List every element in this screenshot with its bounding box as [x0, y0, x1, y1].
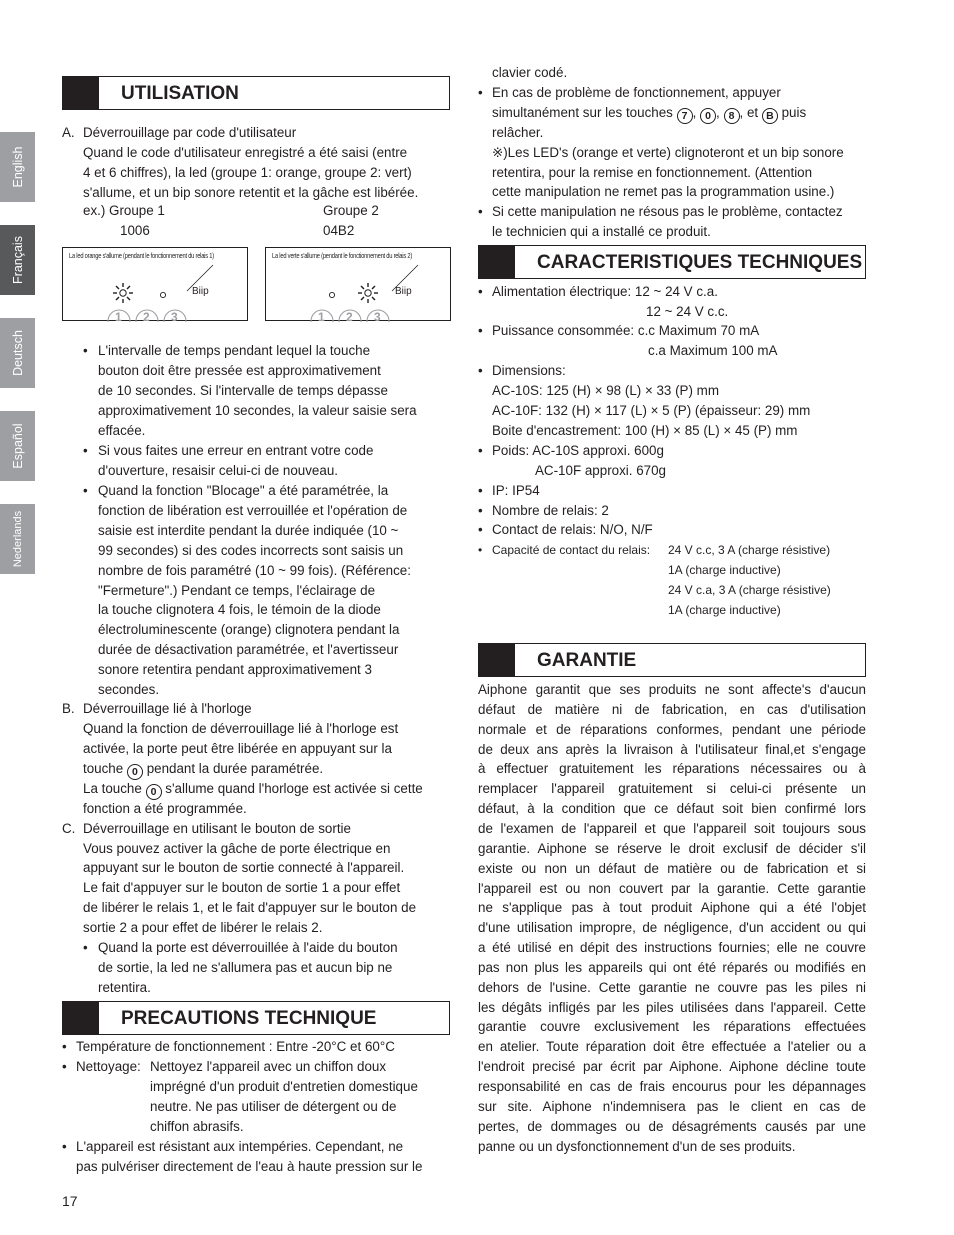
example-group2: Groupe 2 — [323, 203, 379, 218]
spec-line: Contact de relais: N/O, N/F — [492, 522, 653, 537]
tab-label: Nederlands — [11, 510, 24, 568]
spec-line: 12 ~ 24 V c.c. — [646, 304, 729, 319]
section-header-caracteristiques — [478, 245, 866, 279]
bullet-mark: • — [62, 1039, 67, 1054]
guarantee-text-line: l'endroit precisé par écrit par Aiphone. Aiphone décline toute — [478, 1059, 866, 1075]
section-header-garantie — [478, 643, 866, 677]
text-line: Vous pouvez activer la gâche de porte électrique en — [83, 841, 391, 856]
guarantee-text-line: ne s'applique pas à tout produit Aiphone qui a été l'objet — [478, 900, 866, 916]
text-label: Nettoyage: — [76, 1059, 141, 1074]
bullet-text-line: de 10 secondes. Si l'intervalle de temps dépasse — [98, 382, 388, 398]
guarantee-text-line: a été utilisé en dépit des instructions fournies; elle ne couvre — [478, 940, 866, 956]
spec-line: Nombre de relais: 2 — [492, 503, 609, 518]
text-line: Nettoyez l'appareil avec un chiffon doux — [150, 1059, 387, 1074]
guarantee-text-line: à effectuer gratuitement les réparations nécessaires ou à — [478, 761, 866, 777]
tab-label: English — [10, 146, 25, 188]
guarantee-text-line: garantie couvre exclusivement les réparations effectuées — [478, 1019, 866, 1035]
bullet-mark: • — [478, 284, 483, 299]
text-line: Quand le code d'utilisateur enregistré a été saisi (entre — [83, 145, 408, 160]
section-title: GARANTIE — [537, 650, 637, 671]
bullet-mark: • — [62, 1139, 67, 1154]
spec-line: 1A (charge inductive) — [668, 603, 781, 617]
guarantee-text-line: garantie. Aiphone se réserve le droit exclusif de décider s'il — [478, 840, 866, 856]
bullet-text-line: secondes. — [98, 682, 160, 697]
guarantee-text-line: d'une utilisation impropre, de négligence, d'un accident ou qui — [478, 920, 866, 936]
bullet-mark: • — [83, 940, 88, 955]
text-line: clavier codé. — [492, 65, 568, 80]
text-line: retentira, pour la remise en fonctionnement. (Attention — [492, 165, 813, 180]
bullet-text-line: approximativement 10 secondes, la valeur saisie sera — [98, 402, 417, 418]
bullet-text-line: bouton doit être pressée est approximativement — [98, 362, 381, 378]
illustration-caption: La led orange s'allume (pendant le fonctionnement du relais 1) — [69, 251, 214, 260]
keypad-led-diagram — [266, 248, 452, 322]
spec-line: IP: IP54 — [492, 483, 540, 498]
text-fragment: touche — [83, 761, 124, 776]
text-line: Quand la fonction de déverrouillage lié à l'horloge est — [83, 721, 399, 736]
bullet-text-line: la touche clignotera 4 fois, le témoin de la diode — [98, 602, 381, 618]
svg-text:3: 3 — [171, 310, 178, 322]
tab-deutsch[interactable] — [0, 318, 35, 388]
spec-line: AC-10F approxi. 670g — [535, 463, 667, 478]
guarantee-text-line: panne ou un dysfonctionnement d'un de ses produits. — [478, 1138, 796, 1154]
bullet-text-line: durée de désactivation paramétrée, et l'avertisseur — [98, 642, 399, 658]
item-label: C. — [62, 821, 76, 836]
guarantee-text-line: les dégâts infligés par les piles utilisées dans l'appareil. Cette — [478, 999, 866, 1015]
beep-label: Biip — [192, 286, 209, 297]
spec-line: Puissance consommée: c.c Maximum 70 mA — [492, 323, 760, 338]
tab-english[interactable] — [0, 132, 35, 202]
bullet-text-line: fonction de libération est verrouillée et l'opération de — [98, 502, 408, 518]
section-title: CARACTERISTIQUES TECHNIQUES — [537, 252, 863, 273]
bullet-mark: • — [478, 543, 483, 557]
bullet-text-line: sonore retentira pendant approximativement 3 — [98, 662, 372, 678]
tab-label: Español — [10, 423, 25, 469]
guarantee-text-line: de l'examen de l'appareil et que l'appareil soit toujours sous — [478, 820, 866, 836]
text-line: Quand la porte est déverrouillée à l'aide du bouton — [98, 940, 398, 955]
spec-line: Alimentation électrique: 12 ~ 24 V c.a. — [492, 284, 718, 299]
bullet-mark: • — [478, 204, 483, 219]
example-group1: ex.) Groupe 1 — [83, 203, 165, 218]
keypad-led-diagram — [63, 248, 249, 322]
bullet-mark: • — [62, 1059, 67, 1074]
tab-espanol[interactable] — [0, 411, 35, 481]
bullet-text-line: L'intervalle de temps pendant lequel la touche — [98, 343, 371, 358]
text-line: Température de fonctionnement : Entre -20°C et 60°C — [76, 1039, 395, 1054]
guarantee-text-line: pas non plus les appareils qui ont été réparés ou modifiés en — [478, 959, 866, 975]
bullet-mark: • — [478, 443, 483, 458]
bullet-text-line: nombre de fois paramétré (10 ~ 99 fois). (Référence: — [98, 562, 411, 578]
guarantee-text-line: défaut, à la condition que ce défaut soit bien confirmé lors — [478, 801, 866, 817]
section-header-block — [479, 246, 515, 278]
text-line: pas pulvériser directement de l'eau à haute pression sur le — [76, 1159, 423, 1174]
text-fragment: et — [746, 105, 759, 120]
text-line: de libérer le relais 1, et le fait d'appuyer sur le bouton de — [83, 900, 417, 915]
item-title: Déverrouillage lié à l'horloge — [83, 701, 252, 716]
guarantee-text-line: Aiphone garantit que ses produits ne sont affecte's d'aucun — [478, 682, 866, 697]
svg-text:1: 1 — [115, 310, 122, 322]
led-green-illustration — [265, 247, 451, 321]
bullet-mark: • — [83, 443, 88, 458]
bullet-text-line: d'ouverture, resaisir celui-ci de nouveau. — [98, 462, 338, 478]
text-line — [83, 759, 323, 780]
section-title: PRECAUTIONS TECHNIQUE — [121, 1008, 377, 1029]
key-zero-icon: 0 — [146, 784, 162, 800]
text-fragment: puis — [781, 105, 807, 120]
section-header-block — [63, 1002, 99, 1034]
bullet-text-line: effacée. — [98, 422, 146, 438]
text-line — [83, 779, 423, 800]
bullet-mark: • — [83, 343, 88, 358]
tab-nederlands[interactable] — [0, 504, 35, 574]
bullet-text-line: électroluminescente (orange) clignotera pendant la — [98, 622, 400, 638]
text-line: En cas de problème de fonctionnement, appuyer — [492, 85, 781, 100]
guarantee-text-line: en atelier. Toute réparation doit être effectuée a l'atelier ou a — [478, 1039, 866, 1055]
text-line: s'allume, et un bip sonore retentit et la gâche est libérée. — [83, 185, 419, 200]
spec-line: Poids: AC-10S approxi. 600g — [492, 443, 664, 458]
text-line: neutre. Ne pas utiliser de détergent ou de — [150, 1099, 397, 1114]
svg-text:3: 3 — [374, 310, 381, 322]
text-line: chiffon abrasifs. — [150, 1119, 244, 1134]
spec-line: Dimensions: — [492, 363, 566, 378]
text-line: cette manipulation ne remet pas la programmation usine.) — [492, 184, 835, 199]
guarantee-text-line: dehors de l'usine. Cette garantie ne couvre pas les piles ni — [478, 979, 866, 995]
svg-text:1: 1 — [318, 310, 325, 322]
tab-label: Français — [10, 236, 25, 284]
spec-line: 1A (charge inductive) — [668, 563, 781, 577]
key-b-icon: B — [762, 108, 778, 124]
bullet-text-line: 99 secondes) si des codes incorrects sont saisis un — [98, 542, 404, 558]
text-line: retentira. — [98, 980, 151, 995]
bullet-text-line: Quand la fonction "Blocage" a été paramétrée, la — [98, 483, 389, 498]
text-line: fonction a été programmée. — [83, 801, 247, 816]
section-header-precautions — [62, 1001, 450, 1035]
spec-line: Capacité de contact du relais: — [492, 543, 651, 557]
key-seven-icon: 7 — [677, 108, 693, 124]
guarantee-text-line: sur site. Aiphone n'indemnisera pas le client en cas de — [478, 1098, 866, 1114]
text-line: relâcher. — [492, 125, 544, 140]
section-header-block — [63, 77, 99, 109]
bullet-text-line: Si vous faites une erreur en entrant votre code — [98, 443, 374, 458]
page-number: 17 — [62, 1193, 78, 1209]
example-code2: 04B2 — [323, 223, 355, 238]
item-title: Déverrouillage par code d'utilisateur — [83, 125, 297, 140]
bullet-mark: • — [478, 522, 483, 537]
tab-francais[interactable] — [0, 225, 35, 295]
guarantee-text-line: défaut de matière ni de fabrication, en cas d'utilisation — [478, 701, 866, 717]
bullet-mark: • — [478, 85, 483, 100]
spec-line: c.a Maximum 100 mA — [648, 343, 778, 358]
text-line: de sortie, la led ne s'allumera pas et aucun bip ne — [98, 960, 393, 975]
svg-text:2: 2 — [346, 310, 353, 322]
bullet-mark: • — [478, 503, 483, 518]
text-line: ※)Les LED's (orange et verte) clignoteront et un bip sonore — [492, 145, 844, 160]
svg-text:2: 2 — [143, 310, 150, 322]
text-line: imprégné d'un produit d'entretien domestique — [150, 1079, 418, 1094]
section-title: UTILISATION — [121, 83, 239, 104]
text-fragment: s'allume quand l'horloge est activée si cette — [165, 781, 423, 796]
text-line: le technicien qui a installé ce produit. — [492, 224, 711, 239]
beep-label: Biip — [395, 286, 412, 297]
illustration-caption: La led verte s'allume (pendant le fonctionnement du relais 2) — [272, 251, 413, 260]
item-title: Déverrouillage en utilisant le bouton de sortie — [83, 821, 351, 836]
spec-line: 24 V c.c, 3 A (charge résistive) — [668, 543, 831, 557]
guarantee-text-line: existe ou non un défaut de matière ou de fabrication et si — [478, 860, 866, 876]
section-header-block — [479, 644, 515, 676]
key-zero-icon: 0 — [127, 764, 143, 780]
spec-line: AC-10F: 132 (H) × 117 (L) × 5 (P) (épaisseur: 29) mm — [492, 403, 811, 418]
spec-line: AC-10S: 125 (H) × 98 (L) × 33 (P) mm — [492, 383, 719, 398]
text-line: activée, la porte peut être libérée en appuyant sur la — [83, 741, 392, 756]
key-eight-icon: 8 — [724, 108, 740, 124]
guarantee-text-line: remplacer l'appareil gratuitement si celui-ci présente un — [478, 781, 866, 797]
text-line: L'appareil est résistant aux intempéries. Cependant, ne — [76, 1139, 404, 1154]
text-line: 4 et 6 chiffres), la led (groupe 1: orange, groupe 2: vert) — [83, 165, 412, 180]
item-label: B. — [62, 701, 75, 716]
text-line: sortie 2 a pour effet de libérer le relais 2. — [83, 920, 323, 935]
guarantee-text-line: normale et de réparations conformes, pendant une période — [478, 721, 866, 737]
spec-line: Boite d'encastrement: 100 (H) × 85 (L) × 45 (P) mm — [492, 423, 798, 438]
section-header-utilisation — [62, 76, 450, 110]
example-code1: 1006 — [120, 223, 150, 238]
guarantee-text-line: responsabilité en cas de frais encourus pour les dépannages — [478, 1079, 866, 1094]
bullet-mark: • — [478, 483, 483, 498]
tab-label: Deutsch — [10, 330, 25, 376]
key-zero-icon: 0 — [700, 108, 716, 124]
text-fragment: simultanément sur les touches — [492, 105, 673, 120]
bullet-mark: • — [478, 323, 483, 338]
guarantee-text-line: de deux ans après la livraison à l'utilisateur final,et s'engage — [478, 741, 866, 757]
bullet-mark: • — [83, 483, 88, 498]
text-fragment: pendant la durée paramétrée. — [146, 761, 324, 776]
guarantee-text-line: pertes, de dommages ou de désagréments causés par une — [478, 1118, 866, 1134]
spec-line: 24 V c.a, 3 A (charge résistive) — [668, 583, 831, 597]
led-orange-illustration — [62, 247, 248, 321]
bullet-mark: • — [478, 363, 483, 378]
text-line: Si cette manipulation ne résous pas le problème, contactez — [492, 204, 843, 219]
text-line: Le fait d'appuyer sur le bouton de sortie 1 a pour effet — [83, 880, 401, 895]
item-label: A. — [62, 125, 75, 140]
text-fragment: La touche — [83, 781, 142, 796]
text-line: simultanément sur les touches 7 , 0 , 8 , et B puis — [492, 105, 807, 122]
guarantee-text-line: l'appareil est ou non couvert par la garantie. Cette garantie — [478, 880, 866, 896]
bullet-text-line: saisie est interdite pendant la durée indiquée (10 ~ — [98, 522, 399, 538]
text-line: appuyant sur le bouton de sortie connecté à l'appareil. — [83, 860, 405, 875]
bullet-text-line: "Fermeture".) Pendant ce temps, l'éclairage de — [98, 582, 376, 598]
